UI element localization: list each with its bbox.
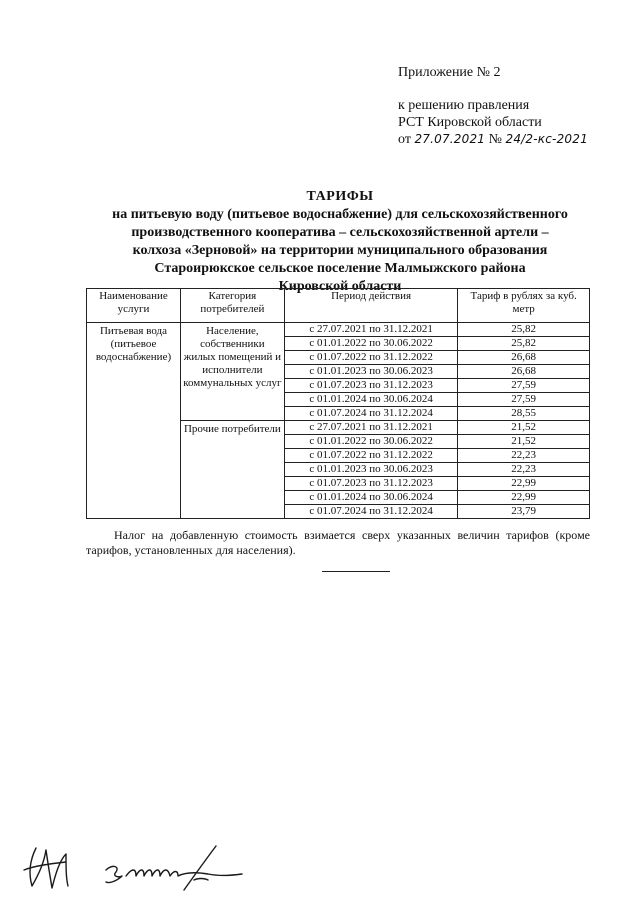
decision-line-1: к решению правления [398,98,530,113]
category-cell-other: Прочие потребители [180,421,284,519]
handwritten-signature [22,842,252,902]
period-cell: с 01.07.2022 по 31.12.2022 [284,449,458,463]
tariff-cell: 22,23 [458,449,590,463]
title-line-1: на питьевую воду (питьевое водоснабжение) для сельскохозяйственного [112,207,568,222]
tariff-cell: 28,55 [458,407,590,421]
header-service: Наименование услуги [87,289,181,323]
period-cell: с 01.01.2024 по 30.06.2024 [284,393,458,407]
service-name-cell: Питьевая вода (питьевое водоснабжение) [87,323,181,519]
table-row [87,323,590,337]
tariff-cell: 21,52 [458,435,590,449]
period-cell: с 01.01.2023 по 30.06.2023 [284,463,458,477]
period-cell: с 01.07.2024 по 31.12.2024 [284,407,458,421]
period-cell: с 01.07.2022 по 31.12.2022 [284,351,458,365]
tariff-cell: 26,68 [458,365,590,379]
tariff-cell: 27,59 [458,379,590,393]
tariff-cell: 22,99 [458,477,590,491]
header-tariff: Тариф в рублях за куб. метр [458,289,590,323]
title-line-4: Староирюкское сельское поселение Малмыжского района [154,261,526,276]
header-period: Период действия [284,289,458,323]
tariff-cell: 27,59 [458,393,590,407]
period-cell: с 01.01.2024 по 30.06.2024 [284,491,458,505]
period-cell: с 01.07.2023 по 31.12.2023 [284,379,458,393]
title-line-5: Кировской области [278,279,402,294]
header-category: Категория потребителей [180,289,284,323]
decision-line-2: РСТ Кировской области [398,115,542,130]
number-prefix: № [488,132,503,147]
vat-note: Налог на добавленную стоимость взимается сверх указанных величин тарифов (кроме тарифов, установленных для населения). [86,528,590,557]
document-header [398,64,588,148]
period-cell: с 27.07.2021 по 31.12.2021 [284,323,458,337]
period-cell: с 01.07.2024 по 31.12.2024 [284,505,458,519]
tariff-cell: 25,82 [458,323,590,337]
tariff-table [86,288,590,519]
decision-date-number [398,131,588,148]
tariff-cell: 25,82 [458,337,590,351]
period-cell: с 27.07.2021 по 31.12.2021 [284,421,458,435]
period-cell: с 01.01.2022 по 30.06.2022 [284,435,458,449]
tariff-cell: 26,68 [458,351,590,365]
tariff-cell: 23,79 [458,505,590,519]
title-line-3: колхоза «Зерновой» на территории муниципального образования [132,243,548,258]
date-prefix: от [398,132,411,147]
period-cell: с 01.01.2023 по 30.06.2023 [284,365,458,379]
tariff-cell: 22,23 [458,463,590,477]
tariff-cell: 22,99 [458,491,590,505]
decision-date: 27.07.2021 [414,132,486,146]
period-cell: с 01.01.2022 по 30.06.2022 [284,337,458,351]
decision-number: 24/2-кс-2021 [505,132,588,146]
signature-icon [22,842,252,897]
title-main: ТАРИФЫ [306,189,374,204]
appendix-label: Приложение № 2 [398,65,501,80]
separator-line [322,571,390,572]
table-header-row [87,289,590,323]
period-cell: с 01.07.2023 по 31.12.2023 [284,477,458,491]
category-cell-population: Население, собственники жилых помещений и исполнители коммунальных услуг [180,323,284,421]
document-title [60,188,620,296]
tariff-cell: 21,52 [458,421,590,435]
title-line-2: производственного кооператива – сельскохозяйственной артели – [131,225,549,240]
